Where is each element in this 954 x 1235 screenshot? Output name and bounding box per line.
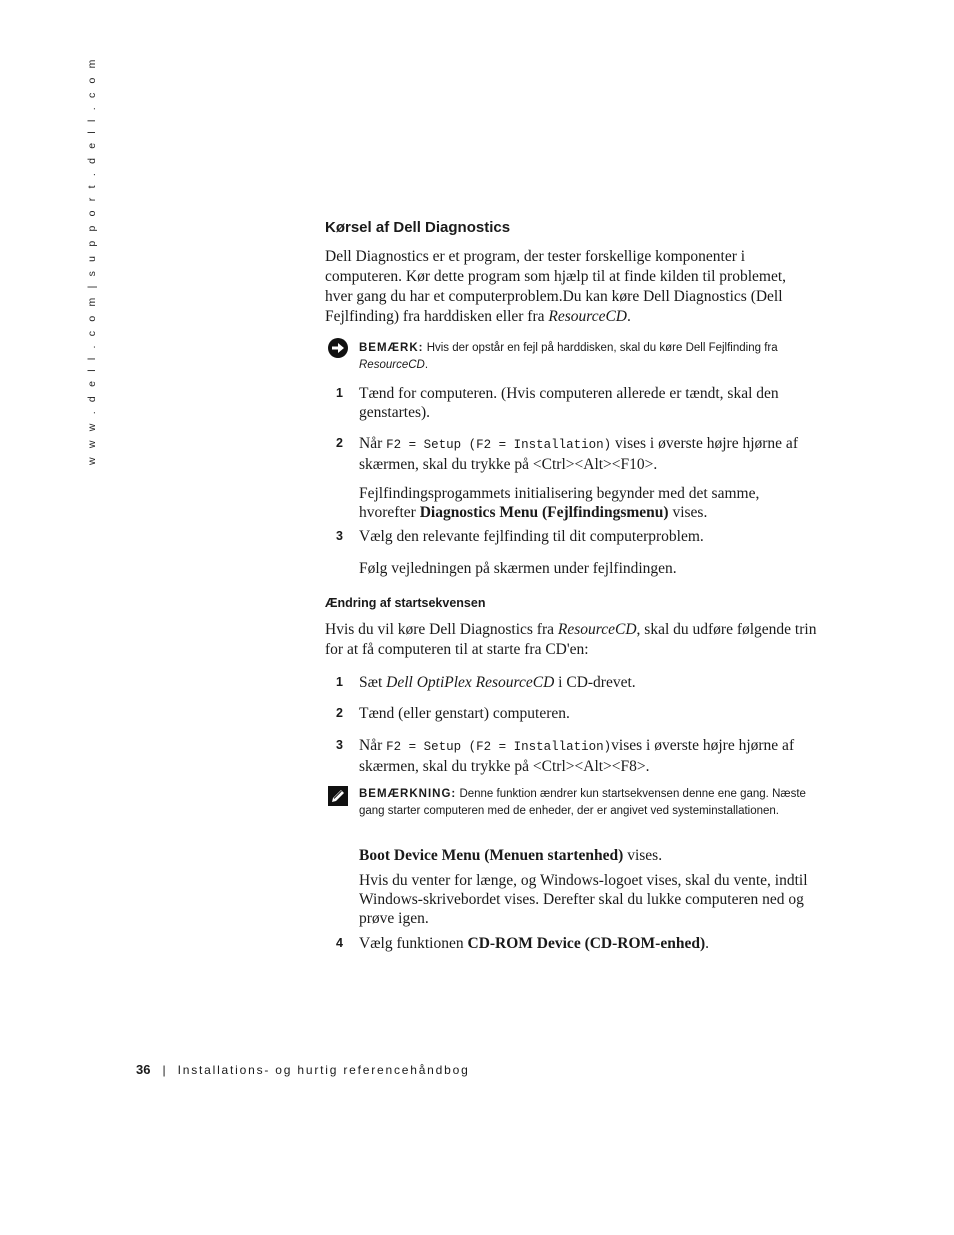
step-code: F2 = Setup (F2 = Installation): [386, 740, 612, 754]
follow-a: Fejlfindingsprogammets initialisering begynder med det samme, hvorefter: [359, 485, 760, 521]
follow-bold: Diagnostics Menu (Fejlfindingsmenu): [419, 504, 669, 521]
step-text-b: vises i øverste højre hjørne af skærmen, skal du trykke på <Ctrl><Alt><F8>.: [359, 737, 795, 775]
side-url: w w w . d e l l . c o m | s u p p o r t . d e l l . c o m: [86, 56, 98, 465]
step-number: 2: [336, 706, 343, 720]
pencil-note-icon: [327, 785, 349, 807]
step-text: Vælg den relevante fejlfinding til dit computerproblem.: [359, 528, 704, 545]
step-follow-text: Følg vejledningen på skærmen under fejlfindingen.: [359, 560, 677, 577]
boot-menu-bold: Boot Device Menu (Menuen startenhed): [359, 847, 624, 864]
boot-intro-italic: ResourceCD: [557, 621, 637, 638]
step-text-b: i CD-drevet.: [554, 674, 636, 691]
step-bold: CD-ROM Device (CD-ROM-enhed): [467, 935, 706, 952]
step-text-b: vises i øverste højre hjørne af skærmen, skal du trykke på <Ctrl><Alt><F10>.: [359, 435, 798, 473]
step-number: 3: [336, 738, 343, 752]
step-follow-text: [359, 484, 817, 522]
step-text: [359, 934, 817, 953]
note-label: BEMÆRKNING:: [359, 788, 457, 800]
step-code: F2 = Setup (F2 = Installation): [386, 438, 612, 452]
step-number: 3: [336, 529, 343, 543]
page-number: 36: [136, 1062, 151, 1077]
step-number: 4: [336, 936, 343, 950]
section-heading-diagnostics: Kørsel af Dell Diagnostics: [325, 219, 511, 236]
note-end: .: [424, 359, 429, 371]
boot-menu-end: vises.: [623, 847, 663, 864]
follow-b: vises.: [668, 504, 708, 521]
windows-logo-text: Hvis du venter for længe, og Windows-logoet vises, skal du vente, indtil Windows-skrivebordet vises. Derefter skal du lukke computeren ned og prøve igen.: [359, 872, 808, 927]
note-diagnostics: [359, 340, 819, 374]
step-text-a: Når: [359, 737, 387, 754]
step-text: Tænd for computeren. (Hvis computeren allerede er tændt, skal den genstartes).: [359, 385, 779, 421]
boot-intro-paragraph: [325, 620, 817, 660]
section-heading-boot-sequence: Ændring af startsekvensen: [325, 596, 486, 610]
step-text-a: Når: [359, 435, 387, 452]
arrow-note-icon: [327, 337, 349, 359]
intro-text: Dell Diagnostics er et program, der tester forskellige komponenter i computeren. Kør dette program som hjælp til at finde kilden til problemet, hver gang du har et computerproblem.Du kan køre Dell Diagnostics (Dell Fejlfinding) fra harddisken eller fra: [325, 248, 787, 325]
step-text: [359, 736, 817, 776]
note-text: Denne funktion ændrer kun startsekvensen denne ene gang. Næste gang starter computeren med de enheder, der er angivet ved systeminstallationen.: [359, 788, 806, 817]
boot-intro-a: Hvis du vil køre Dell Diagnostics fra: [325, 621, 558, 638]
boot-intro-b: , skal du udføre følgende trin for at få computeren til at starte fra CD'en:: [325, 621, 817, 658]
step-text: [359, 673, 817, 692]
step-text-a: Vælg funktionen: [359, 935, 468, 952]
intro-end: .: [627, 308, 631, 325]
step-text-a: Sæt: [359, 674, 387, 691]
note-label: BEMÆRK:: [359, 342, 424, 354]
note-text: Hvis der opstår en fejl på harddisken, skal du køre Dell Fejlfinding fra: [423, 342, 778, 354]
step-text: Tænd (eller genstart) computeren.: [359, 705, 570, 722]
page-footer: [136, 1062, 470, 1077]
intro-italic: ResourceCD: [548, 308, 628, 325]
footer-title: Installations- og hurtig referencehåndbog: [177, 1063, 470, 1077]
step-number: 1: [336, 675, 343, 689]
step-text: [359, 434, 817, 474]
step-italic: Dell OptiPlex ResourceCD: [386, 674, 555, 691]
intro-paragraph: [325, 247, 817, 327]
step-number: 2: [336, 436, 343, 450]
note-italic: ResourceCD: [359, 359, 425, 371]
note-boot-sequence: [359, 786, 819, 820]
footer-separator: |: [162, 1063, 166, 1077]
step-text-b: .: [705, 935, 709, 952]
boot-menu-text: [359, 846, 817, 865]
step-number: 1: [336, 386, 343, 400]
